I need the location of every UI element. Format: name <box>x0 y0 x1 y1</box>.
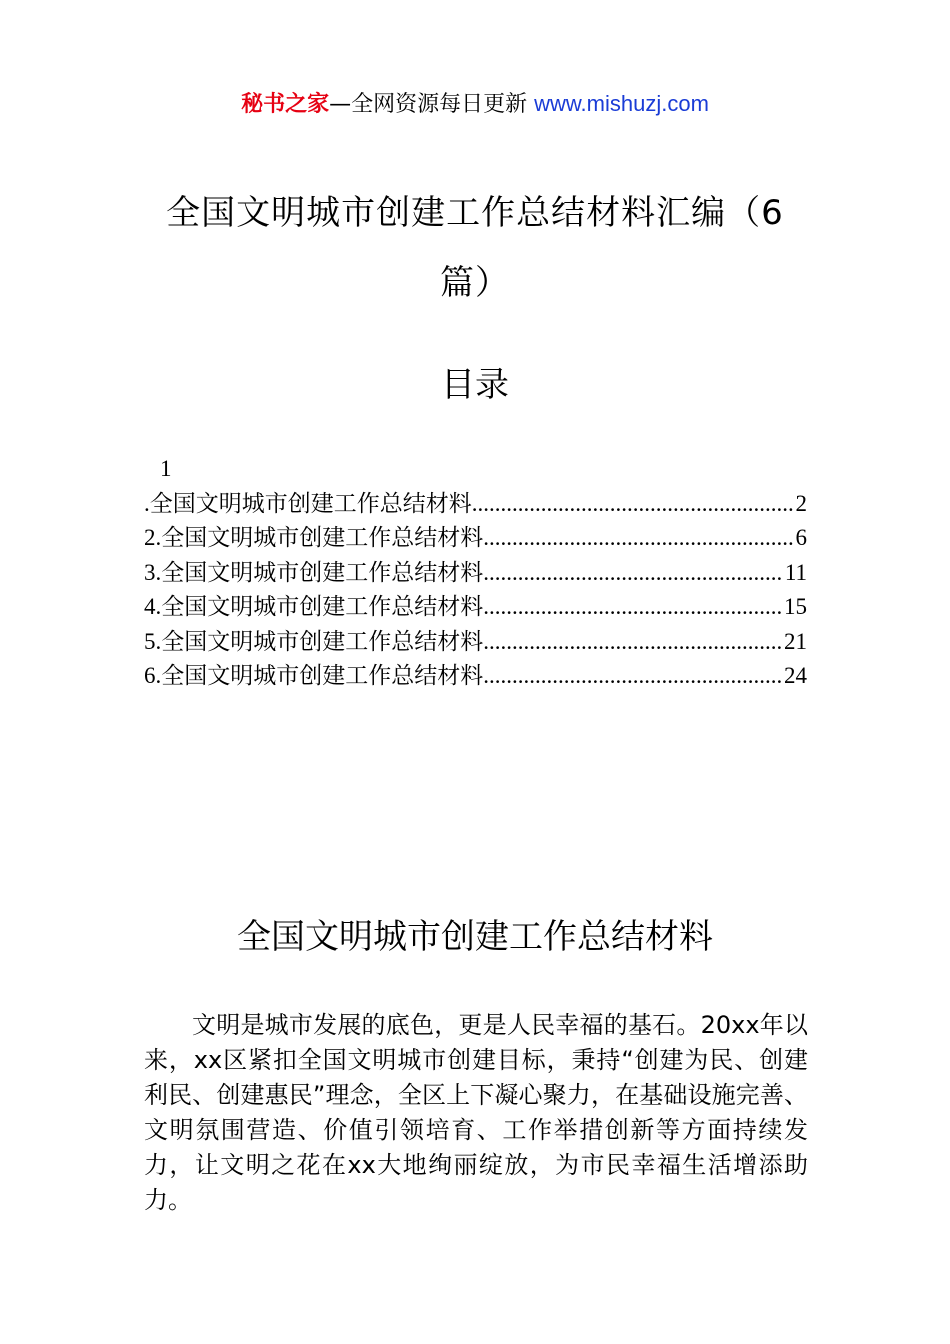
site-url-link[interactable]: www.mishuzj.com <box>534 91 709 116</box>
toc-entry-label: 全国文明城市创建工作总结材料 <box>161 594 484 620</box>
toc-entry-page: 15 <box>784 594 807 619</box>
toc-entry-number: . <box>144 490 150 516</box>
toc-entry-label: 全国文明城市创建工作总结材料 <box>149 490 472 517</box>
toc-entry-label: 全国文明城市创建工作总结材料 <box>161 525 484 551</box>
toc-entry-label: 全国文明城市创建工作总结材料 <box>161 663 484 689</box>
toc-leader-dots <box>483 625 782 660</box>
site-header <box>0 88 950 121</box>
section-title: 全国文明城市创建工作总结材料 <box>237 917 713 957</box>
toc-entry-3[interactable] <box>144 556 807 591</box>
brand-name[interactable]: 秘书之家 <box>241 92 330 117</box>
toc-entry-4[interactable] <box>144 590 807 625</box>
toc-leader-dots <box>483 521 793 556</box>
toc-entry-label: 全国文明城市创建工作总结材料 <box>161 559 484 586</box>
header-separator: — <box>329 92 352 117</box>
toc-entry-page: 21 <box>784 628 807 654</box>
toc-entry-number: 2. <box>144 525 162 550</box>
toc-entry-number: 3. <box>144 559 162 585</box>
toc-entry-number: 4. <box>144 594 162 619</box>
toc-entry-page: 2 <box>795 490 807 516</box>
toc-leader-dots <box>472 487 794 522</box>
toc-entry-page: 24 <box>784 663 807 688</box>
toc-entry-5[interactable] <box>144 625 807 660</box>
document-title: 全国文明城市创建工作总结材料汇编（6篇） <box>166 193 784 303</box>
toc-leader-dots <box>483 659 782 694</box>
body-paragraph: 文明是城市发展的底色，更是人民幸福的基石。20xx年以来，xx区紧扣全国文明城市创建目标，秉持“创建为民、创建利民、创建惠民”理念，全区上下凝心聚力，在基础设施完善、文明氛围营造、价值引领培育、工作举措创新等方面持续发力，让文明之花在xx大地绚丽绽放，为市民幸福生活增添助力。 <box>144 1011 808 1214</box>
toc-entry-number: 6. <box>144 663 162 688</box>
toc-heading: 目录 <box>441 365 509 405</box>
toc-entry-6[interactable] <box>144 659 807 694</box>
toc-leader-dots <box>483 556 783 591</box>
toc-entry-number: 5. <box>144 628 162 654</box>
toc-first-number: 1 <box>160 456 172 481</box>
header-tagline: 全网资源每日更新 <box>351 92 528 117</box>
toc-entry-1[interactable] <box>144 487 807 522</box>
toc-entry-page: 11 <box>784 559 807 585</box>
toc-entry-label: 全国文明城市创建工作总结材料 <box>161 628 484 655</box>
table-of-contents <box>144 452 807 694</box>
toc-entry-2[interactable] <box>144 521 807 556</box>
toc-entry-page: 6 <box>795 525 807 550</box>
toc-leader-dots <box>483 590 782 625</box>
